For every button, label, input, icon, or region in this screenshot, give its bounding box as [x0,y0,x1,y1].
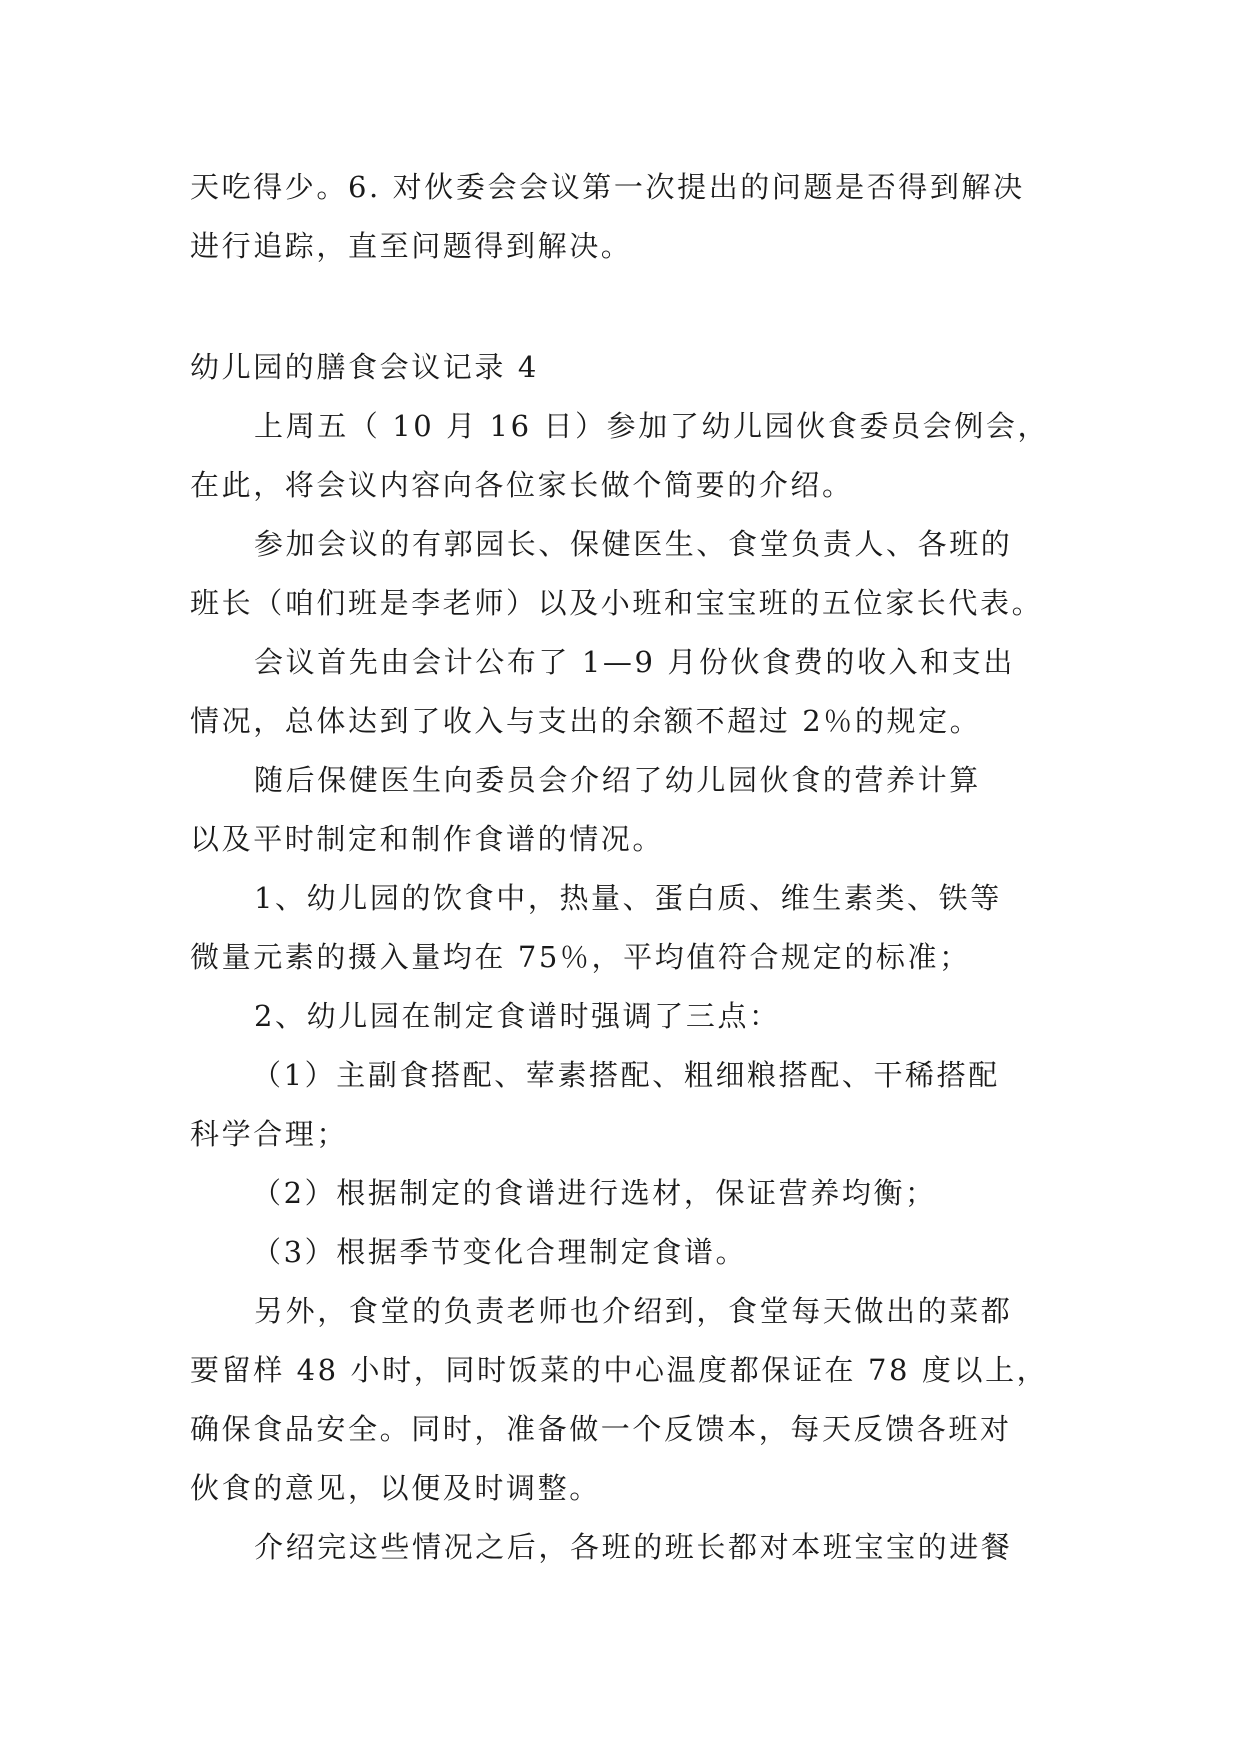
paragraph-line: 参加会议的有郭园长、保健医生、食堂负责人、各班的 [254,527,1013,561]
paragraph-line: 天吃得少。6. 对伙委会会议第一次提出的问题是否得到解决 [190,170,1025,204]
section-title: 幼儿园的膳食会议记录 4 [190,350,539,384]
sub-item-line: （1）主副食搭配、荤素搭配、粗细粮搭配、干稀搭配 [252,1058,1000,1092]
paragraph-line: 要留样 48 小时，同时饭菜的中心温度都保证在 78 度以上， [190,1353,1049,1387]
paragraph-line: 另外，食堂的负责老师也介绍到，食堂每天做出的菜都 [254,1294,1013,1328]
paragraph-line: 班长（咱们班是李老师）以及小班和宝宝班的五位家长代表。 [190,586,1044,620]
document-body [190,158,1050,1577]
sub-item-line: （3）根据季节变化合理制定食谱。 [252,1235,748,1269]
paragraph-line: 进行追踪，直至问题得到解决。 [190,229,633,263]
list-item-line: 1、幼儿园的饮食中，热量、蛋白质、维生素类、铁等 [254,881,1002,915]
list-item-line: 微量元素的摄入量均在 75％，平均值符合规定的标准； [190,940,971,974]
paragraph-line: 随后保健医生向委员会介绍了幼儿园伙食的营养计算 [254,763,981,797]
paragraph-line: 会议首先由会计公布了 1—9 月份伙食费的收入和支出 [254,645,1015,679]
sub-item-line: 科学合理； [190,1117,349,1151]
section-gap [190,276,1050,338]
paragraph-line: 伙食的意见，以便及时调整。 [190,1471,601,1505]
paragraph-line: 确保食品安全。同时，准备做一个反馈本，每天反馈各班对 [190,1412,1012,1446]
paragraph-line: 介绍完这些情况之后，各班的班长都对本班宝宝的进餐 [254,1530,1013,1564]
paragraph-line: 上周五（ 10 月 16 日）参加了幼儿园伙食委员会例会， [254,409,1050,443]
paragraph-line: 情况，总体达到了收入与支出的余额不超过 2％的规定。 [190,704,982,738]
paragraph-line: 以及平时制定和制作食谱的情况。 [190,822,665,856]
list-item-line: 2、幼儿园在制定食谱时强调了三点： [254,999,781,1033]
sub-item-line: （2）根据制定的食谱进行选材，保证营养均衡； [252,1176,937,1210]
paragraph-line: 在此，将会议内容向各位家长做个简要的介绍。 [190,468,854,502]
